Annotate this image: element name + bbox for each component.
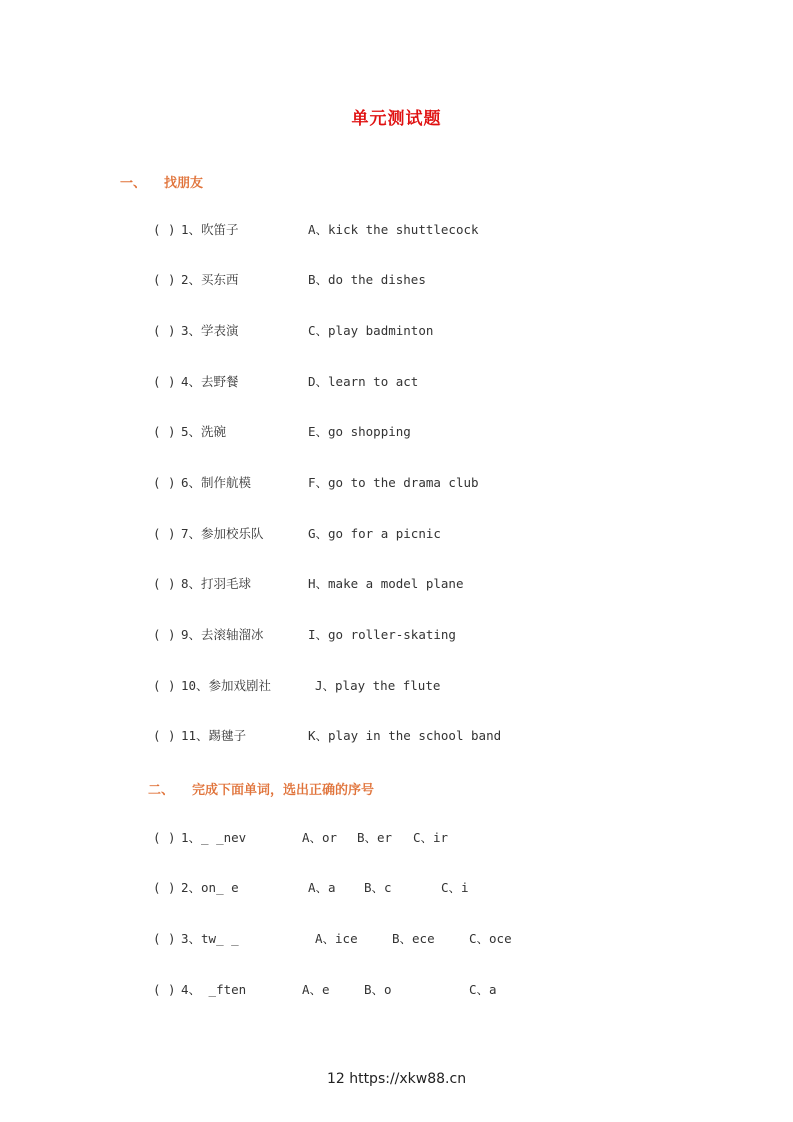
option-text: J、play the flute <box>315 678 441 693</box>
answer-blank: ( ) <box>153 576 176 591</box>
section-2-title: 完成下面单词，选出正确的序号 <box>192 783 375 798</box>
question-text: 1、吹笛子 <box>181 222 239 237</box>
option-a: A、ice <box>315 931 358 946</box>
answer-blank: ( ) <box>153 323 176 338</box>
answer-blank: ( ) <box>153 222 176 237</box>
question-text: 10、参加戏剧社 <box>181 678 272 693</box>
answer-blank: ( ) <box>153 880 176 895</box>
option-text: C、play badminton <box>308 323 434 338</box>
answer-blank: ( ) <box>153 982 176 997</box>
option-text: I、go roller-skating <box>308 627 456 642</box>
question-text: 4、去野餐 <box>181 374 239 389</box>
question-text: 2、买东西 <box>181 272 239 287</box>
option-text: D、learn to act <box>308 374 419 389</box>
question-text: 1、_ _nev <box>181 830 247 845</box>
option-text: F、go to the drama club <box>308 475 479 490</box>
answer-blank: ( ) <box>153 830 176 845</box>
option-a: A、or <box>302 830 338 845</box>
option-c: C、oce <box>469 931 512 946</box>
answer-blank: ( ) <box>153 374 176 389</box>
answer-blank: ( ) <box>153 272 176 287</box>
answer-blank: ( ) <box>153 627 176 642</box>
option-text: B、do the dishes <box>308 272 426 287</box>
option-text: A、kick the shuttlecock <box>308 222 479 237</box>
question-text: 3、tw_ _ <box>181 931 239 946</box>
option-b: B、ece <box>392 931 435 946</box>
page-title: 单元测试题 <box>351 109 442 129</box>
answer-blank: ( ) <box>153 475 176 490</box>
option-b: B、er <box>357 830 393 845</box>
question-text: 9、去滚轴溜冰 <box>181 627 264 642</box>
question-text: 7、参加校乐队 <box>181 526 264 541</box>
option-b: B、o <box>364 982 392 997</box>
section-2-number: 二、 <box>148 783 175 798</box>
question-text: 2、on_ e <box>181 880 239 895</box>
option-text: H、make a model plane <box>308 576 464 591</box>
page-footer: 12 https://xkw88.cn <box>326 1071 467 1087</box>
option-text: K、play in the school band <box>308 728 502 743</box>
question-text: 3、学表演 <box>181 323 239 338</box>
option-b: B、c <box>364 880 392 895</box>
question-text: 8、打羽毛球 <box>181 576 252 591</box>
answer-blank: ( ) <box>153 931 176 946</box>
section-2-heading <box>148 779 374 798</box>
section-1-number: 一、 <box>120 176 147 191</box>
answer-blank: ( ) <box>153 678 176 693</box>
section-1-title: 找朋友 <box>164 176 204 191</box>
question-text: 6、制作航模 <box>181 475 252 490</box>
answer-blank: ( ) <box>153 728 176 743</box>
option-c: C、a <box>469 982 497 997</box>
option-text: E、go shopping <box>308 424 411 439</box>
question-text: 5、洗碗 <box>181 424 227 439</box>
answer-blank: ( ) <box>153 424 176 439</box>
option-c: C、ir <box>413 830 449 845</box>
option-text: G、go for a picnic <box>308 526 441 541</box>
section-1-heading <box>120 172 203 191</box>
option-a: A、e <box>302 982 330 997</box>
option-a: A、a <box>308 880 336 895</box>
option-c: C、i <box>441 880 469 895</box>
answer-blank: ( ) <box>153 526 176 541</box>
question-text: 4、 _ften <box>181 982 247 997</box>
question-text: 11、踢毽子 <box>181 728 247 743</box>
